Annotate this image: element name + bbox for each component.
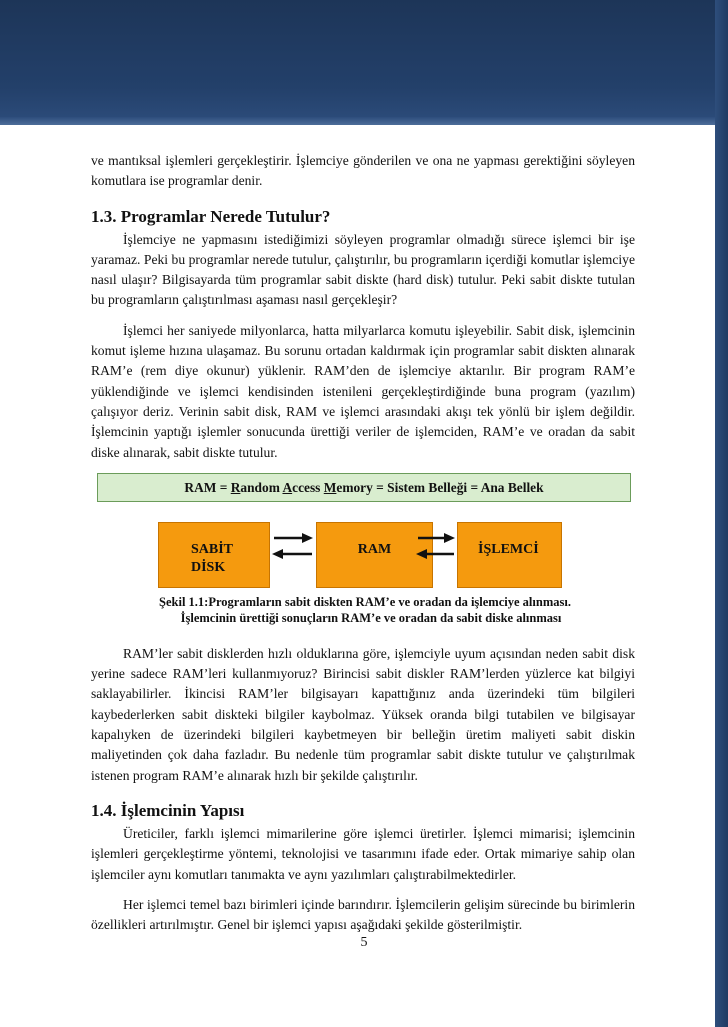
arrow-disk-to-ram-head <box>302 533 313 543</box>
paragraph-top: ve mantıksal işlemleri gerçekleştirir. İşlemciye gönderilen ve ona ne yapması gerektiğini söyleyen komutlara ise programlar denir. <box>91 153 635 189</box>
hard-disk-label-line2: DİSK <box>191 559 226 575</box>
ram-definition-box <box>97 473 631 502</box>
ram-letter-r: R <box>230 479 241 495</box>
ram-label: RAM <box>357 541 392 557</box>
paragraph-3: RAM’ler sabit disklerden hızlı olduklarına göre, işlemciyle uyum açısından neden sabit disk yerine sadece RAM’leri kullanmıyoruz? Birincisi sabit diskler RAM’lerden yüzlerce kat bilgiyi saklayabilirler. İkincisi RAM’ler bilgisayarı kapattığınız anda üzerindeki tüm bilgileri kaybederlerken sabit diskteki bilgiler kaybolmaz. Yüksek oranda bilgi tutabilen ve bilgisayar kapalıyken de üzerindeki bilgileri kaybetmeyen bir belleğin üretim maliyeti sabit diskin maliyetinden çok daha fazladır. Bu nedenle tüm programlar sabit diskte tutulur ve çalıştırılmak istenen program RAM’e alınarak hızlı bir şekilde çalıştırılır. <box>91 645 635 783</box>
ram-letter-m: M <box>323 479 337 495</box>
paragraph-2: İşlemci her saniyede milyonlarca, hatta milyarlarca komutu işleyebilir. Sabit disk, işlemcinin komut işleme hızına ulaşamaz. Bu sorunu ortadan kaldırmak için programlar sabit diskten alınarak RAM’e (rem diye okunur) yüklenir. RAM’den de işlemciye aktarılır. Bir program RAM’e yüklendiğinde ve işlemci kendisinden istenileni gerçekleştirdiğinde buna program (yazılım) çalışıyor deriz. Verinin sabit disk, RAM ve işlemci arasındaki akışı tek yönlü bir işlem değildir. İşlemcinin yaptığı işlemler sonucunda ürettiği veriler de işlemciden, RAM’e ve oradan da sabit diske alınarak, sabit diskte tutulur. <box>91 322 635 460</box>
arrow-cpu-to-ram-head <box>416 549 427 559</box>
ram-word-memory: emory = Sistem Belleği = Ana Bellek <box>336 479 544 495</box>
figure-caption <box>91 594 635 626</box>
page-number: 5 <box>360 935 368 950</box>
ram-prefix: RAM = <box>184 479 231 495</box>
paragraph-1: İşlemciye ne yapmasını istediğimizi söyleyen programlar olmadığı sürece işlemci bir işe yaramaz. Peki bu programlar nerede tutulur, çalıştırılır, bu programların içerdiği komutlar işlemciye nasıl ulaşır? Bilgisayarda tüm programlar sabit diskte (hard disk) tutulur. Peki sabit diskte tutulan bu programların çalıştırılması aşaması nasıl gerçekleşir? <box>91 231 635 308</box>
arrow-ram-to-disk-head <box>272 549 283 559</box>
heading-1-4: 1.4. İşlemcinin Yapısı <box>91 800 245 820</box>
ram-word-access: ccess <box>292 479 324 495</box>
paragraph-5: Her işlemci temel bazı birimleri içinde barındırır. İşlemcilerin gelişim sürecinde bu birimlerin özellikleri artırılmıştır. Genel bir işlemci yapısı aşağıdaki şekilde gösterilmiştir. <box>91 896 635 933</box>
side-band <box>715 0 728 1027</box>
page-content <box>91 151 635 935</box>
paragraph-4: Üreticiler, farklı işlemci mimarilerine göre işlemci üretirler. İşlemci mimarisi; işlemcinin işlemleri gerçekleştirme yöntemi, teknolojisi ve tasarımını ifade eder. Ortak mimariye sahip olan işlemciler aynı komutları tanımakta ve aynı yazılımları çalıştırabilmektedirler. <box>91 825 635 882</box>
cpu-label: İŞLEMCİ <box>478 541 539 557</box>
hard-disk-label-line1: SABİT <box>191 541 234 557</box>
arrow-ram-to-cpu-head <box>444 533 455 543</box>
ram-letter-a: A <box>282 479 293 495</box>
caption-line1: Şekil 1.1:Programların sabit diskten RAM’e ve oradan da işlemciye alınması. <box>159 594 571 609</box>
ram-word-random: andom <box>240 479 283 495</box>
caption-line2: İşlemcinin ürettiği sonuçların RAM’e ve oradan da sabit diske alınması <box>180 610 562 625</box>
header-band <box>0 0 728 125</box>
flow-arrows <box>91 522 635 594</box>
flow-diagram <box>91 522 635 594</box>
heading-1-3: 1.3. Programlar Nerede Tutulur? <box>91 206 331 226</box>
